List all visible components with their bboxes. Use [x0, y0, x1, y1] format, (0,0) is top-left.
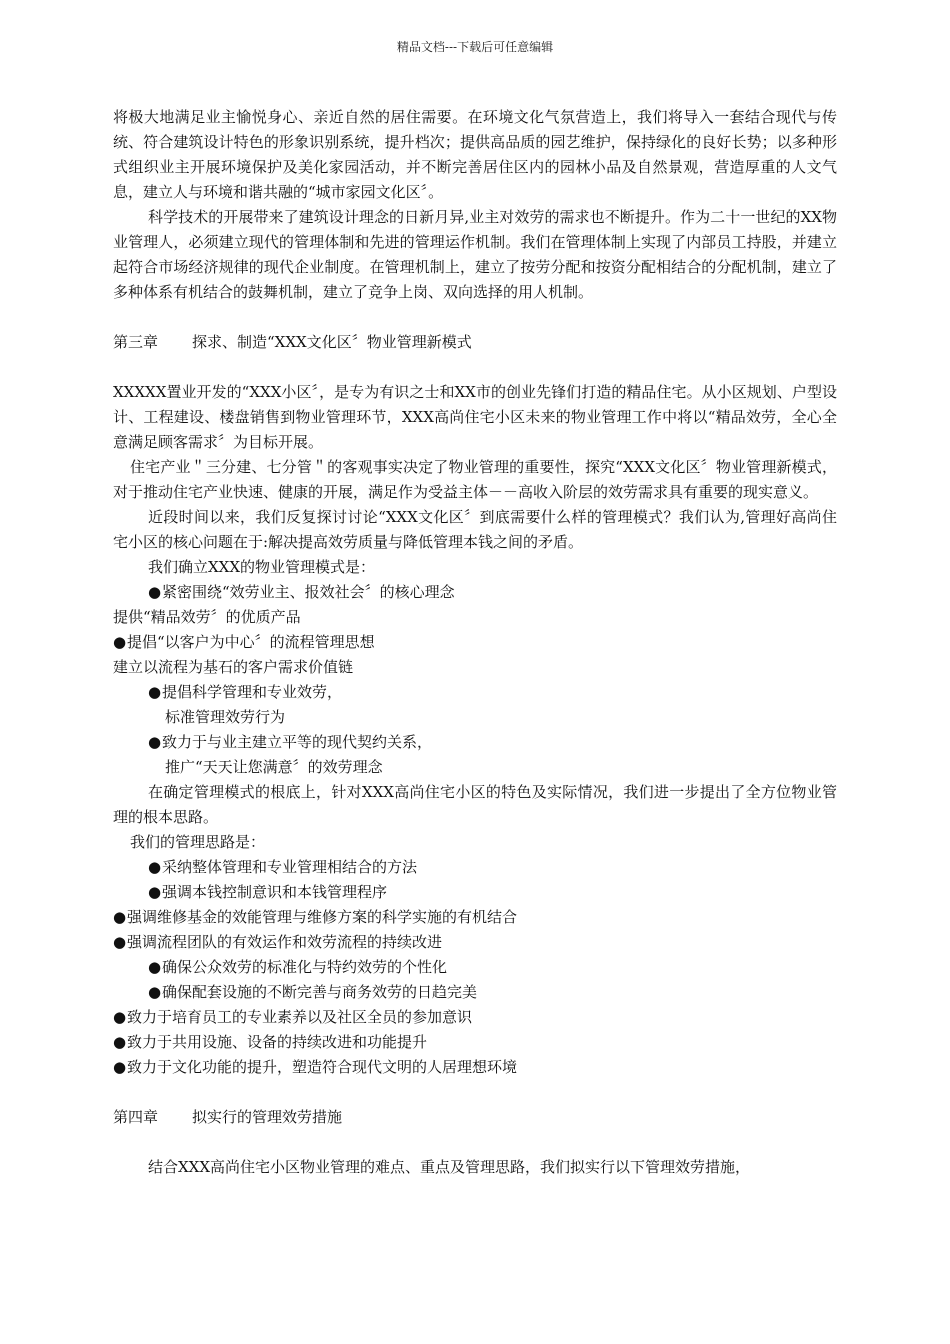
bullet-icon: ●	[148, 583, 162, 601]
bullet-icon: ●	[148, 883, 162, 901]
bullet-icon: ●	[113, 933, 127, 951]
chapter-4-title: 拟实行的管理效劳措施	[192, 1108, 343, 1126]
paragraph-environment: 将极大地满足业主愉悦身心、亲近自然的居住需要。在环境文化气氛营造上，我们将导入一套结合现代与传统、符合建筑设计特色的形象识别系统，提升档次；提供高品质的园艺维护，保持绿化的良好长势；以多种形式组织业主开展环境保护及美化家园活动，并不断完善居住区内的园林小品及自然景观，营造厚重的人文气息，建立人与环境和谐共融的“城市家园文化区〞。	[113, 108, 837, 201]
spacer	[113, 1130, 837, 1155]
paragraph-industry: 住宅产业＂三分建、七分管＂的客观事实决定了物业管理的重要性，探究“XXX文化区〞物业管理新模式，对于推动住宅产业快速、健康的开展，满足作为受益主体－－高收入阶层的效劳需求具有重要的现实意义。	[113, 458, 837, 501]
idea-bullet-7: ●致力于培育员工的专业素养以及社区全员的参加意识	[113, 1005, 837, 1030]
bullet-icon: ●	[148, 683, 162, 701]
mode-line-2: 建立以流程为基石的客户需求价值链	[113, 658, 354, 676]
idea-bullet-8: ●致力于共用设施、设备的持续改进和功能提升	[113, 1030, 837, 1055]
bullet-icon: ●	[113, 633, 127, 651]
bullet-icon: ●	[113, 1058, 127, 1076]
document-body	[113, 105, 837, 1180]
idea-bullet-4: ●强调流程团队的有效运作和效劳流程的持续改进	[113, 930, 837, 955]
chapter-3-number: 第三章	[113, 333, 159, 351]
chapter-4-number: 第四章	[113, 1108, 159, 1126]
idea-bullet-5: ●确保公众效劳的标准化与特约效劳的个性化	[113, 955, 837, 980]
bullet-icon: ●	[113, 908, 127, 926]
paragraph-ideas-intro: 我们的管理思路是：	[130, 833, 266, 851]
paragraph-mode-intro: 我们确立XXX的物业管理模式是：	[148, 558, 376, 576]
paragraph-technology: 科学技术的开展带来了建筑设计理念的日新月异,业主对效劳的需求也不断提升。作为二十一世纪的XX物业管理人，必须建立现代的管理体制和先进的管理运作机制。我们在管理体制上实现了内部员工持股，并建立起符合市场经济规律的现代企业制度。在管理机制上，建立了按劳分配和按资分配相结合的分配机制，建立了多种体系有机结合的鼓舞机制，建立了竞争上岗、双向选择的用人机制。	[113, 208, 837, 301]
bullet-icon: ●	[148, 733, 162, 751]
idea-bullet-3: ●强调维修基金的效能管理与维修方案的科学实施的有机结合	[113, 905, 837, 930]
bullet-icon: ●	[148, 983, 162, 1001]
bullet-icon: ●	[148, 958, 162, 976]
mode-bullet-4: ●致力于与业主建立平等的现代契约关系，	[113, 730, 837, 755]
idea-bullet-1: ●采纳整体管理和专业管理相结合的方法	[113, 855, 837, 880]
mode-bullet-3: ●提倡科学管理和专业效劳，	[113, 680, 837, 705]
paragraph-development: XXXXX置业开发的“XXX小区〞，是专为有识之士和XX市的创业先锋们打造的精品住宅。从小区规划、户型设计、工程建设、楼盘销售到物业管理环节，XXX高尚住宅小区未来的物业管理工作中将以“精品效劳，全心全意满足顾客需求〞为目标开展。	[113, 383, 837, 451]
spacer	[113, 305, 837, 330]
paragraph-discussion: 近段时间以来，我们反复探讨讨论“XXX文化区〞到底需要什么样的管理模式？我们认为,管理好高尚住宅小区的核心问题在于:解决提高效劳质量与降低管理本钱之间的矛盾。	[113, 508, 837, 551]
bullet-icon: ●	[148, 858, 162, 876]
bullet-icon: ●	[113, 1008, 127, 1026]
idea-bullet-2: ●强调本钱控制意识和本钱管理程序	[113, 880, 837, 905]
spacer	[113, 355, 837, 380]
mode-line-4: 推广“天天让您满意〞的效劳理念	[165, 758, 383, 776]
mode-bullet-1: ●紧密围绕“效劳业主、报效社会〞的核心理念	[113, 580, 837, 605]
mode-bullet-2: ●提倡“以客户为中心〞的流程管理思想	[113, 630, 837, 655]
paragraph-measures: 结合XXX高尚住宅小区物业管理的难点、重点及管理思路，我们拟实行以下管理效劳措施，	[148, 1158, 751, 1176]
page-header: 精品文档---下载后可任意编辑	[396, 40, 554, 54]
chapter-3-title: 探求、制造“XXX文化区〞物业管理新模式	[192, 333, 472, 351]
chapter-3-heading	[113, 330, 837, 355]
idea-bullet-6: ●确保配套设施的不断完善与商务效劳的日趋完美	[113, 980, 837, 1005]
idea-bullet-9: ●致力于文化功能的提升，塑造符合现代文明的人居理想环境	[113, 1055, 837, 1080]
mode-line-3: 标准管理效劳行为	[165, 708, 286, 726]
paragraph-foundation: 在确定管理模式的根底上，针对XXX高尚住宅小区的特色及实际情况，我们进一步提出了全方位物业管理的根本思路。	[113, 783, 837, 826]
mode-line-1: 提供“精品效劳〞的优质产品	[113, 608, 301, 626]
bullet-icon: ●	[113, 1033, 127, 1051]
spacer	[113, 1080, 837, 1105]
chapter-4-heading	[113, 1105, 837, 1130]
